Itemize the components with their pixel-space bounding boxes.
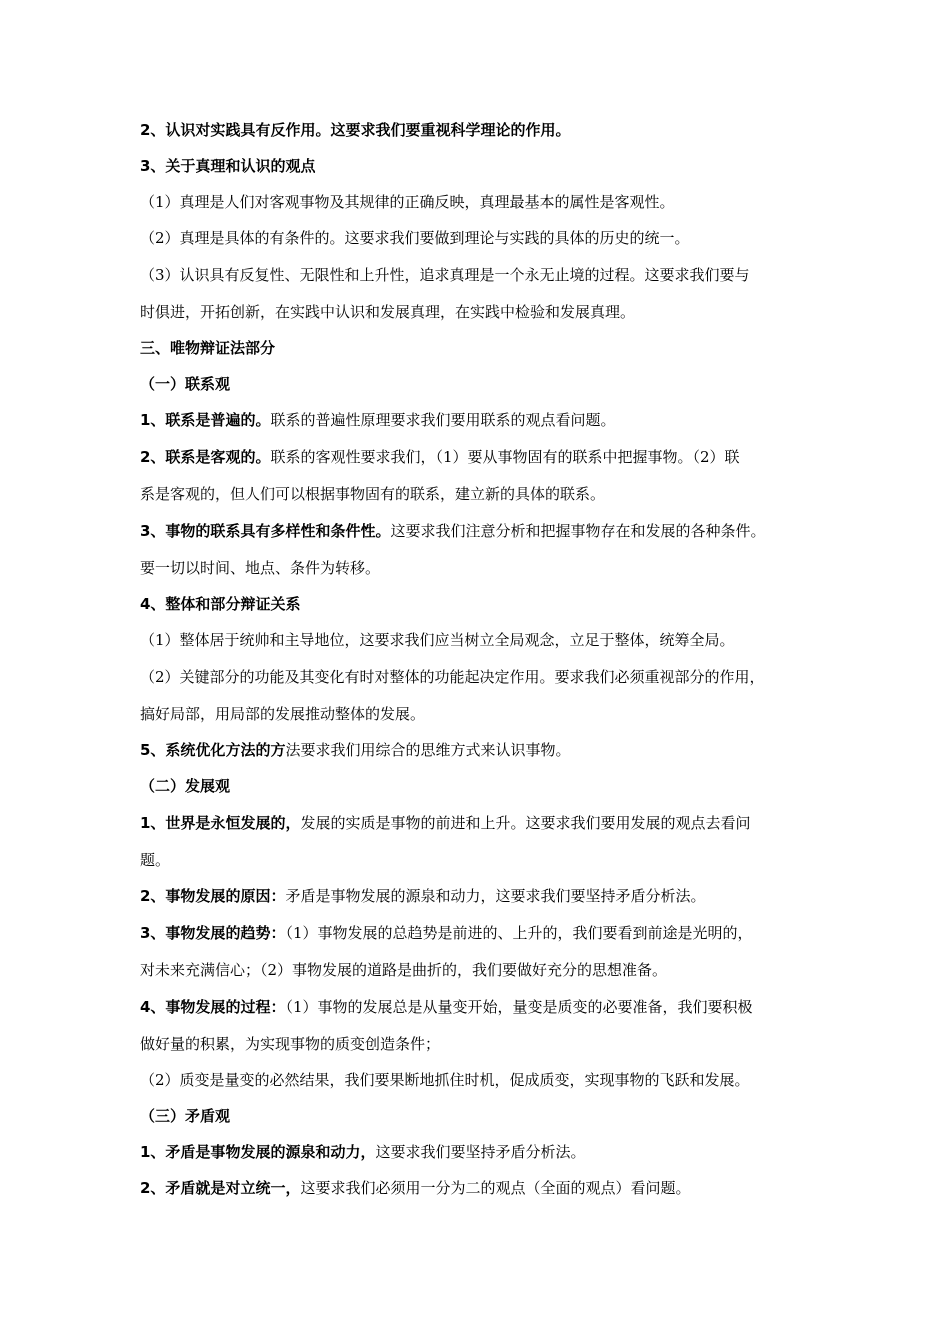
paragraph-line: [140, 438, 820, 476]
body-text: （2）关键部分的功能及其变化有时对整体的功能起决定作用。要求我们必须重视部分的作用，: [140, 668, 765, 686]
body-text: 要一切以时间、地点、条件为转移。: [140, 559, 381, 577]
paragraph-line: [140, 878, 820, 914]
section-heading: [140, 148, 820, 184]
paragraph-line: [140, 256, 820, 294]
paragraph-line: [140, 512, 820, 550]
paragraph-line: [140, 476, 820, 512]
paragraph-line: [140, 112, 820, 148]
body-text: （2）真理是具体的有条件的。这要求我们要做到理论与实践的具体的历史的统一。: [140, 229, 690, 247]
bold-heading: 5、系统优化方法的方: [140, 741, 286, 759]
body-text: （1）事物的发展总是从量变开始，量变是质变的必要准备，我们要积极: [285, 998, 753, 1016]
paragraph-line: [140, 184, 820, 220]
bold-heading: 三、唯物辩证法部分: [140, 339, 276, 357]
bold-heading: 2、事物发展的原因：: [140, 887, 286, 905]
paragraph-line: [140, 294, 820, 330]
body-text: 法要求我们用综合的思维方式来认识事物。: [285, 741, 571, 759]
paragraph-line: [140, 658, 820, 696]
bold-heading: 1、矛盾是事物发展的源泉和动力，: [140, 1143, 376, 1161]
paragraph-line: [140, 952, 820, 988]
bold-heading: 4、事物发展的过程：: [140, 998, 286, 1016]
bold-heading: 2、矛盾就是对立统一，: [140, 1179, 301, 1197]
body-text: 题。: [140, 851, 171, 869]
body-text: 发展的实质是事物的前进和上升。这要求我们要用发展的观点去看问: [300, 814, 751, 832]
paragraph-line: [140, 402, 820, 438]
paragraph-line: [140, 1170, 820, 1206]
body-text: （2）质变是量变的必然结果，我们要果断地抓住时机，促成质变，实现事物的飞跃和发展。: [140, 1071, 750, 1089]
bold-heading: 3、事物的联系具有多样性和条件性。: [140, 522, 391, 540]
paragraph-line: [140, 550, 820, 586]
body-text: 联系的普遍性原理要求我们要用联系的观点看问题。: [270, 411, 616, 429]
section-heading: [140, 586, 820, 622]
bold-heading: 3、事物发展的趋势：: [140, 924, 286, 942]
paragraph-line: [140, 1026, 820, 1062]
bold-heading: 4、整体和部分辩证关系: [140, 595, 301, 613]
section-heading: [140, 330, 820, 366]
bold-heading: （三）矛盾观: [140, 1107, 231, 1125]
bold-heading: 3、关于真理和认识的观点: [140, 157, 316, 175]
bold-heading: 1、世界是永恒发展的，: [140, 814, 301, 832]
body-text: 联系的客观性要求我们，（1）要从事物固有的联系中把握事物。（2）联: [270, 448, 740, 466]
paragraph-line: [140, 622, 820, 658]
paragraph-line: [140, 842, 820, 878]
bold-heading: 2、联系是客观的。: [140, 448, 271, 466]
body-text: 这要求我们要坚持矛盾分析法。: [375, 1143, 586, 1161]
bold-heading: 2、认识对实践具有反作用。这要求我们要重视科学理论的作用。: [140, 121, 571, 139]
bold-heading: （一）联系观: [140, 375, 231, 393]
paragraph-line: [140, 988, 820, 1026]
paragraph-line: [140, 1134, 820, 1170]
document-body: [140, 112, 820, 1206]
bold-heading: （二）发展观: [140, 777, 231, 795]
paragraph-line: [140, 1062, 820, 1098]
subsection-heading: [140, 366, 820, 402]
paragraph-line: [140, 914, 820, 952]
subsection-heading: [140, 1098, 820, 1134]
paragraph-line: [140, 804, 820, 842]
body-text: 这要求我们必须用一分为二的观点（全面的观点）看问题。: [300, 1179, 691, 1197]
body-text: （3）认识具有反复性、无限性和上升性，追求真理是一个永无止境的过程。这要求我们要与: [140, 266, 750, 284]
body-text: 这要求我们注意分析和把握事物存在和发展的各种条件。: [390, 522, 766, 540]
body-text: 矛盾是事物发展的源泉和动力，这要求我们要坚持矛盾分析法。: [285, 887, 706, 905]
paragraph-line: [140, 220, 820, 256]
body-text: 时俱进，开拓创新，在实践中认识和发展真理，在实践中检验和发展真理。: [140, 303, 636, 321]
body-text: （1）整体居于统帅和主导地位，这要求我们应当树立全局观念，立足于整体，统筹全局。: [140, 631, 735, 649]
body-text: 搞好局部，用局部的发展推动整体的发展。: [140, 705, 426, 723]
body-text: （1）真理是人们对客观事物及其规律的正确反映，真理最基本的属性是客观性。: [140, 193, 675, 211]
paragraph-line: [140, 696, 820, 732]
body-text: 做好量的积累，为实现事物的质变创造条件；: [140, 1035, 441, 1053]
paragraph-line: [140, 732, 820, 768]
subsection-heading: [140, 768, 820, 804]
body-text: （1）事物发展的总趋势是前进的、上升的，我们要看到前途是光明的，: [285, 924, 753, 942]
body-text: 对未来充满信心；（2）事物发展的道路是曲折的，我们要做好充分的思想准备。: [140, 961, 668, 979]
bold-heading: 1、联系是普遍的。: [140, 411, 271, 429]
body-text: 系是客观的，但人们可以根据事物固有的联系，建立新的具体的联系。: [140, 485, 606, 503]
